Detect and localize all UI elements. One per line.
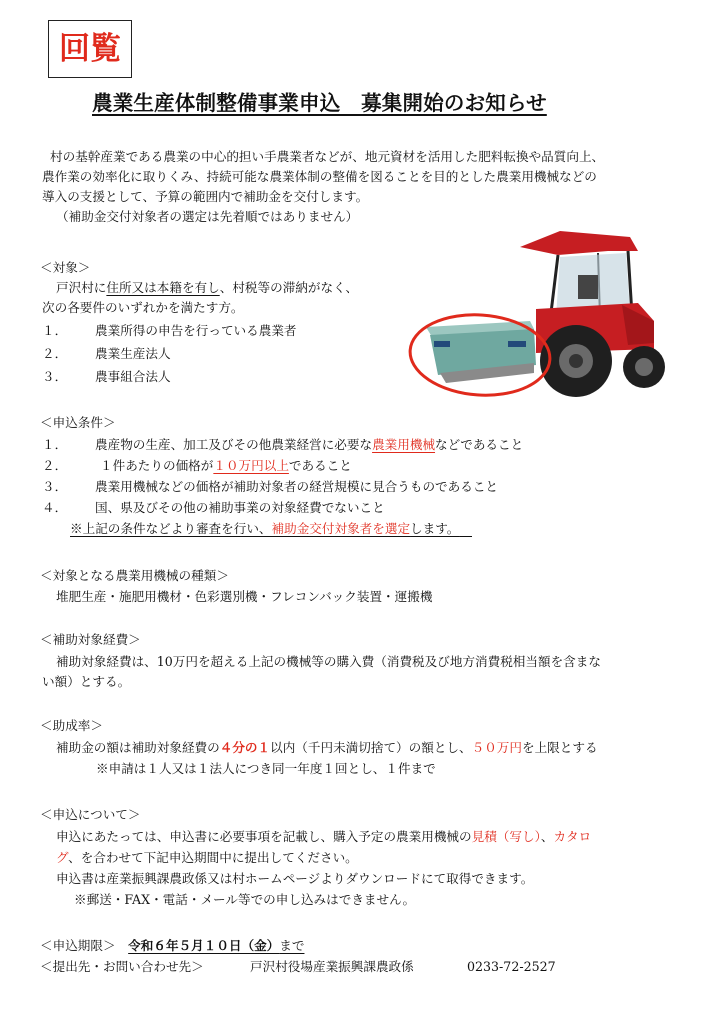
apply-line-1: 申込にあたっては、申込書に必要事項を記載し、購入予定の農業用機械の見積（写し）、カタロ <box>56 829 592 844</box>
conditions-note-highlight: 補助金交付対象者を選定 <box>271 521 411 536</box>
target-line-2: 次の各要件のいずれかを満たす方。 <box>42 300 244 315</box>
target-heading: ＜対象＞ <box>40 260 91 275</box>
expenses-line-1: 補助対象経費は、10万円を超える上記の機械等の購入費（消費税及び地方消費税相当額を含まな <box>56 654 601 669</box>
condition-3: 農業用機械などの価格が補助対象者の経営規模に見合うものであること <box>95 479 498 494</box>
intro-note: （補助金交付対象者の選定は先着順ではありません） <box>56 209 359 224</box>
condition-2: １件あたりの価格が１０万円以上であること <box>100 458 352 473</box>
apply-line-2: グ、を合わせて下記申込期間中に提出してください。 <box>56 850 358 865</box>
target-item-num-2: ２． <box>42 346 68 361</box>
expenses-heading: ＜補助対象経費＞ <box>40 632 141 647</box>
condition-1-highlight: 農業用機械 <box>372 437 436 452</box>
condition-1: 農産物の生産、加工及びその他農業経営に必要な農業用機械などであること <box>95 437 524 452</box>
target-item-2: 農業生産法人 <box>95 346 171 361</box>
tractor-seat <box>578 275 598 299</box>
apply-heading: ＜申込について＞ <box>40 807 141 822</box>
kairan-stamp: 回覧 <box>48 20 132 78</box>
intro-line-1: 村の基幹産業である農業の中心的担い手農業者などが、地元資材を活用した肥料転換や品質向上、 <box>50 149 605 164</box>
implement-label <box>508 341 526 347</box>
intro-line-2: 農作業の効率化に取りくみ、持続可能な農業体制の整備を図ることを目的とした農業用機械などの <box>42 169 597 184</box>
expenses-line-2: い額）とする。 <box>42 674 131 689</box>
condition-2-highlight: １０万円以上 <box>213 458 289 473</box>
deadline-date: 令和６年５月１０日（金） <box>128 938 280 953</box>
condition-num-3: ３． <box>42 479 68 494</box>
target-line-1: 戸沢村に住所又は本籍を有し、村税等の滞納がなく、 <box>56 280 358 295</box>
target-item-num-3: ３． <box>42 369 68 384</box>
tractor-front-hub <box>635 358 653 376</box>
rate-line: 補助金の額は補助対象経費の４分の１以内（千円未満切捨て）の額とし、５０万円を上限とする <box>56 740 598 755</box>
implement-label <box>434 341 450 347</box>
target-item-1: 農業所得の申告を行っている農業者 <box>95 323 297 338</box>
deadline-suffix: まで <box>279 938 305 953</box>
target-item-3: 農事組合法人 <box>95 369 171 384</box>
catalog-part-1: カタロ <box>553 829 592 844</box>
intro-line-3: 導入の支援として、予算の範囲内で補助金を交付します。 <box>42 189 369 204</box>
conditions-heading: ＜申込条件＞ <box>40 415 116 430</box>
condition-num-4: ４． <box>42 500 68 515</box>
machines-list: 堆肥生産・施肥用機材・色彩選別機・フレコンバック装置・運搬機 <box>56 589 433 604</box>
rate-limit: ５０万円 <box>471 740 522 755</box>
contact-office: 戸沢村役場産業振興課農政係 <box>250 959 414 974</box>
tractor-photo <box>408 225 670 407</box>
contact-phone: 0233-72-2527 <box>467 959 556 974</box>
page-title: 農業生産体制整備事業申込 募集開始のお知らせ <box>92 91 547 115</box>
deadline-date-group <box>128 938 304 953</box>
estimate-copy: 見積（写し） <box>471 829 541 844</box>
residence-requirement: 住所又は本籍を有し <box>106 280 220 295</box>
rate-note: ※申請は１人又は１法人につき同一年度１回とし、１件まで <box>96 761 436 776</box>
machines-heading: ＜対象となる農業用機械の種類＞ <box>40 568 229 583</box>
catalog-part-2: グ <box>56 850 69 865</box>
tractor-roof <box>520 231 638 255</box>
apply-note: ※郵送・FAX・電話・メール等での申し込みはできません。 <box>74 892 416 907</box>
rate-heading: ＜助成率＞ <box>40 718 103 733</box>
condition-num-2: ２． <box>42 458 68 473</box>
tractor-rear-hub-center <box>569 354 583 368</box>
rate-fraction: ４分の１ <box>219 740 271 755</box>
contact-label: ＜提出先・お問い合わせ先＞ <box>40 959 204 974</box>
apply-line-3: 申込書は産業振興課農政係又は村ホームページよりダウンロードにて取得できます。 <box>56 871 534 886</box>
deadline-line <box>40 936 304 956</box>
target-item-num-1: １． <box>42 323 68 338</box>
conditions-note: ※上記の条件などより審査を行い、補助金交付対象者を選定します。 <box>70 521 460 536</box>
condition-num-1: １． <box>42 437 68 452</box>
condition-4: 国、県及びその他の補助事業の対象経費でないこと <box>95 500 385 515</box>
deadline-label: ＜申込期限＞ <box>40 938 116 953</box>
